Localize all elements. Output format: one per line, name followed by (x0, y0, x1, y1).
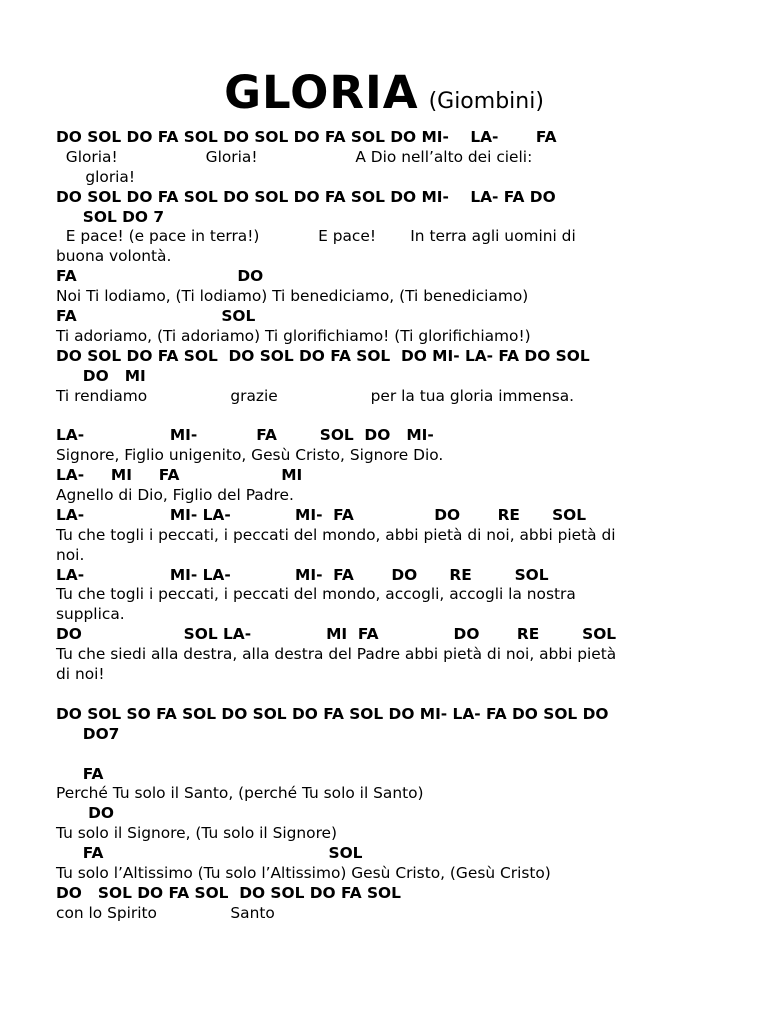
lyric-line: buona volontà. (56, 247, 172, 266)
song-title (0, 66, 768, 119)
lyric-line: con lo Spirito Santo (56, 903, 275, 922)
blank-line (56, 685, 720, 705)
chord-line: FA DO (56, 267, 264, 286)
lyric-line: Ti adoriamo, (Ti adoriamo) Ti glorifichiamo! (Ti glorifichiamo!) (56, 326, 531, 345)
title-author: (Giombini) (428, 89, 544, 114)
lyric-line: noi. (56, 545, 85, 564)
lyric-line: Tu che togli i peccati, i peccati del mondo, abbi pietà di noi, abbi pietà di (56, 525, 616, 544)
chord-line: LA- MI FA MI (56, 466, 303, 485)
chord-line: DO SOL LA- MI FA DO RE SOL (56, 625, 617, 644)
lyric-line: Tu che togli i peccati, i peccati del mondo, accogli, accogli la nostra (56, 585, 576, 604)
lyric-line: Noi Ti lodiamo, (Ti lodiamo) Ti benediciamo, (Ti benediciamo) (56, 287, 529, 306)
chord-line: DO SOL DO FA SOL DO SOL DO FA SOL DO MI- LA- FA DO (56, 187, 556, 206)
chord-line: FA (56, 764, 104, 783)
chord-line: DO SOL DO FA SOL DO SOL DO FA SOL DO MI- LA- FA (56, 128, 557, 146)
chord-line: DO SOL DO FA SOL DO SOL DO FA SOL DO MI- LA- FA DO SOL (56, 346, 590, 365)
blank-line (56, 745, 720, 765)
lyric-line: E pace! (e pace in terra!) E pace! In terra agli uomini di (56, 227, 576, 246)
lyric-line: Ti rendiamo grazie per la tua gloria immensa. (56, 386, 575, 405)
title-main: GLORIA (224, 66, 419, 119)
lyric-line: Tu che siedi alla destra, alla destra del Padre abbi pietà di noi, abbi pietà (56, 645, 617, 664)
chord-line: LA- MI- LA- MI- FA DO RE SOL (56, 565, 549, 584)
chord-line: LA- MI- LA- MI- FA DO RE SOL (56, 505, 587, 524)
lyric-line: Tu solo il Signore, (Tu solo il Signore) (56, 824, 338, 843)
lyric-line: supplica. (56, 605, 125, 624)
lyric-line: di noi! (56, 665, 105, 684)
chord-line: DO SOL SO FA SOL DO SOL DO FA SOL DO MI- LA- FA DO SOL DO (56, 704, 609, 723)
song-sheet (56, 128, 720, 924)
chord-line: DO7 (56, 724, 120, 743)
lyric-line: Perché Tu solo il Santo, (perché Tu solo il Santo) (56, 784, 424, 803)
chord-line: DO (56, 804, 115, 823)
blank-line (56, 406, 720, 426)
chord-line: FA SOL (56, 307, 256, 326)
chord-line: SOL DO 7 (56, 207, 165, 226)
chord-line: FA SOL (56, 844, 363, 863)
chord-line: DO MI (56, 366, 146, 385)
lyric-line: Signore, Figlio unigenito, Gesù Cristo, Signore Dio. (56, 446, 444, 465)
lyric-line: gloria! (56, 167, 136, 186)
chord-line: DO SOL DO FA SOL DO SOL DO FA SOL (56, 883, 401, 902)
lyric-line: Agnello di Dio, Figlio del Padre. (56, 486, 294, 505)
lyric-line: Gloria! Gloria! A Dio nell’alto dei cieli: (56, 147, 533, 166)
lyric-line: Tu solo l’Altissimo (Tu solo l’Altissimo) Gesù Cristo, (Gesù Cristo) (56, 863, 551, 882)
chord-line: LA- MI- FA SOL DO MI- (56, 426, 434, 445)
